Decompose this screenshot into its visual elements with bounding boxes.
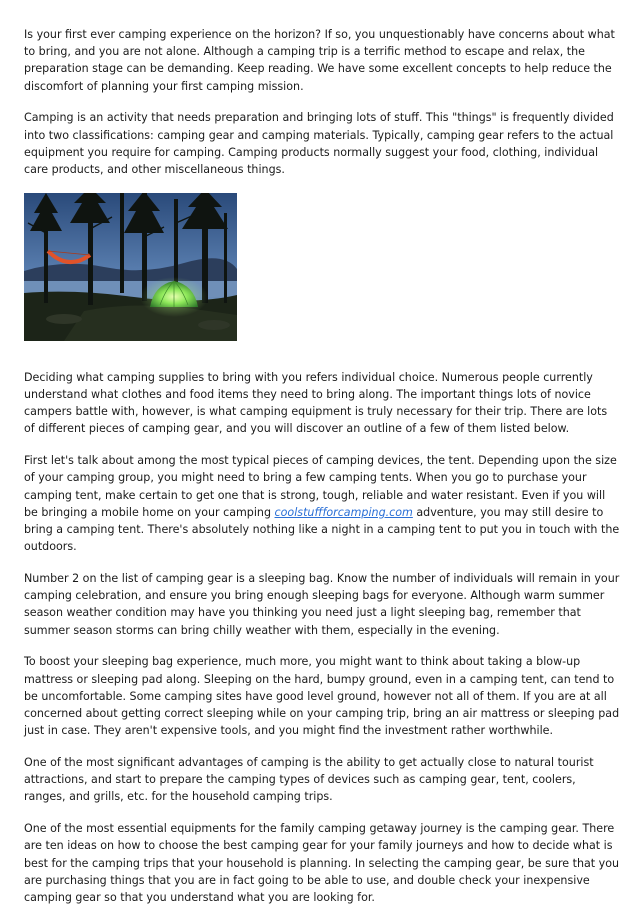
article <box>24 26 620 921</box>
paragraph-classifications: Camping is an activity that needs preparation and bringing lots of stuff. This "things" is frequently divided into two classifications: camping gear and camping materials. Typically, camping gear refers to the actual equipment you require for camping. Camping products normally suggest your food, clothing, individual care products, and other miscellaneous things. <box>24 111 614 177</box>
camping-scene-illustration <box>24 193 237 341</box>
paragraph-advantages: One of the most significant advantages of camping is the ability to get actually close to natural tourist attractions, and start to prepare the camping types of devices such as camping gear, tent, coolers, ranges, and grills, etc. for the household camping trips. <box>24 756 594 804</box>
paragraph-sleeping-bag: Number 2 on the list of camping gear is a sleeping bag. Know the number of individuals will remain in your camping celebration, and ensure you bring enough sleeping bags for everyone. Although warm summer season weather condition may have you thinking you need just a light sleeping bag, remember that summer season storms can bring chilly weather with them, especially in the evening. <box>24 572 620 637</box>
paragraph-equipment: One of the most essential equipments for the family camping getaway journey is the camping gear. There are ten ideas on how to choose the best camping gear for your family journeys and how to decide what is best for the camping trips that your household is planning. In selecting the camping gear, be sure that you are purchasing things that you are in fact going to be able to use, and double check your inexpensive camping gear so that you understand what you are looking for. <box>24 822 620 905</box>
paragraph-supplies: Deciding what camping supplies to bring with you refers individual choice. Numerous people currently understand what clothes and food items they need to bring along. The important things lots of novice campers battle with, however, is what camping equipment is truly necessary for their trip. There are lots of different pieces of camping gear, and you will discover an outline of a few of them listed below. <box>24 370 608 436</box>
paragraph-mattress: To boost your sleeping bag experience, much more, you might want to think about taking a blow-up mattress or sleeping pad along. Sleeping on the hard, bumpy ground, even in a camping tent, can tend to be uncomfortable. Some camping sites have good level ground, however not all of them. If you are at all concerned about getting correct sleeping while on your camping trip, bring an air mattress or sleeping pad just in case. They aren't expensive tools, and you might find the investment rather worthwhile. <box>24 655 620 738</box>
paragraph-intro: Is your first ever camping experience on the horizon? If so, you unquestionably have concerns about what to bring, and you are not alone. Although a camping trip is a terrific method to escape and relax, the preparation stage can be demanding. Keep reading. We have some excellent concepts to help reduce the discomfort of planning your first camping mission. <box>24 28 615 93</box>
paragraph-tent-text-after: adventure, you may still desire to bring a camping tent. There's absolutely nothing like a night in a camping tent to put you in touch with the outdoors. <box>24 505 620 554</box>
camping-photo <box>24 193 237 341</box>
coolstuffforcamping-link[interactable]: coolstuffforcamping.com <box>274 505 413 519</box>
paragraph-tent-text-before: First let's talk about among the most typical pieces of camping devices, the tent. Depending upon the size of your camping group, you might need to bring a few camping tents. When you go to purchase your camping tent, make certain to get one that is strong, tough, reliable and water resistant. Even if you will be bringing a mobile home on your camping <box>24 454 617 519</box>
paragraph-tent <box>24 452 620 555</box>
